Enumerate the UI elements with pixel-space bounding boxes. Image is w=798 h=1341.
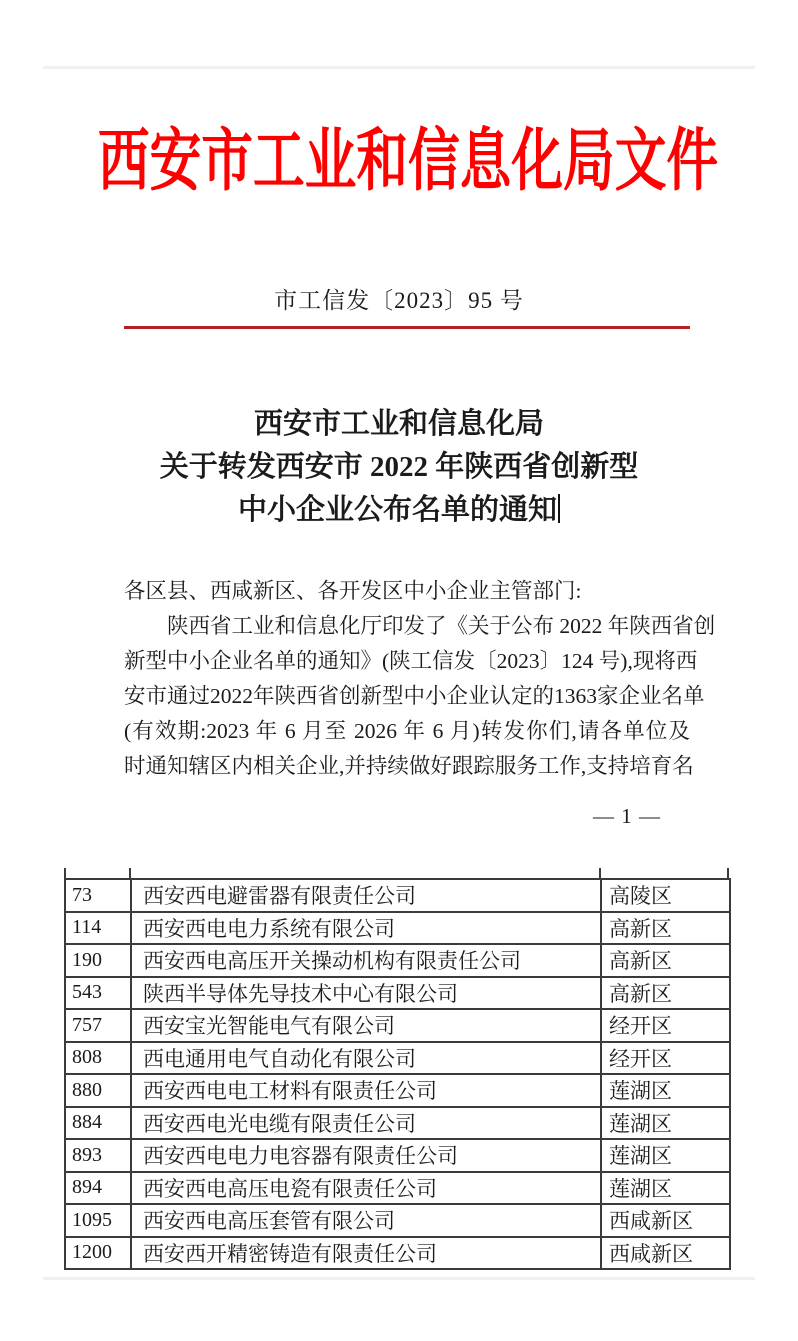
body-line[interactable]: 新型中小企业名单的通知》(陕工信发〔2023〕124 号),现将西: [124, 649, 698, 673]
cell-serial-no[interactable]: 114: [65, 912, 131, 945]
cell-district[interactable]: 高新区: [601, 944, 730, 977]
title-line-1[interactable]: 西安市工业和信息化局: [253, 408, 544, 440]
cell-company[interactable]: 西安西电高压电瓷有限责任公司: [131, 1172, 601, 1205]
cell-district[interactable]: 西咸新区: [601, 1204, 730, 1237]
cell-district[interactable]: 莲湖区: [601, 1172, 730, 1205]
cell-district[interactable]: 高新区: [601, 977, 730, 1010]
cell-district[interactable]: 高陵区: [601, 879, 730, 912]
cell-serial-no[interactable]: 808: [65, 1042, 131, 1075]
table-row[interactable]: [65, 944, 730, 977]
cell-district[interactable]: 西咸新区: [601, 1237, 730, 1270]
cell-company[interactable]: 西安宝光智能电气有限公司: [131, 1009, 601, 1042]
cell-district[interactable]: 莲湖区: [601, 1107, 730, 1140]
cell-company[interactable]: 西安西电光电缆有限责任公司: [131, 1107, 601, 1140]
cell-company[interactable]: 陕西半导体先导技术中心有限公司: [131, 977, 601, 1010]
table-row[interactable]: [65, 1074, 730, 1107]
cell-company[interactable]: 西电通用电气自动化有限公司: [131, 1042, 601, 1075]
doc-number[interactable]: 市工信发〔2023〕95 号: [274, 288, 524, 313]
cell-serial-no[interactable]: 893: [65, 1139, 131, 1172]
cell-district[interactable]: 经开区: [601, 1009, 730, 1042]
cell-serial-no[interactable]: 1095: [65, 1204, 131, 1237]
cell-company[interactable]: 西安西电高压套管有限公司: [131, 1204, 601, 1237]
text-cursor: [558, 494, 560, 523]
cell-district[interactable]: 莲湖区: [601, 1074, 730, 1107]
table-row[interactable]: [65, 1107, 730, 1140]
cell-district[interactable]: 经开区: [601, 1042, 730, 1075]
body-line[interactable]: (有效期:2023 年 6 月至 2026 年 6 月)转发你们,请各单位及: [124, 719, 690, 743]
body-line[interactable]: 各区县、西咸新区、各开发区中小企业主管部门:: [124, 579, 582, 603]
table-row[interactable]: [65, 912, 730, 945]
table-row[interactable]: [65, 879, 730, 912]
table-row[interactable]: [65, 1237, 730, 1270]
cell-company[interactable]: 西安西开精密铸造有限责任公司: [131, 1237, 601, 1270]
body-line[interactable]: 时通知辖区内相关企业,并持续做好跟踪服务工作,支持培育名: [124, 754, 694, 778]
cell-serial-no[interactable]: 543: [65, 977, 131, 1010]
title-line-3-text: 中小企业公布名单的通知: [237, 494, 557, 526]
agency-banner-text: 西安市工业和信息化局文件: [97, 123, 719, 199]
companies-table-body: [65, 879, 730, 1269]
cell-company[interactable]: 西安西电电力系统有限公司: [131, 912, 601, 945]
title-line-2[interactable]: 关于转发西安市 2022 年陕西省创新型: [159, 451, 639, 483]
table-row[interactable]: [65, 1009, 730, 1042]
table-row[interactable]: [65, 1042, 730, 1075]
table-row[interactable]: [65, 977, 730, 1010]
cell-serial-no[interactable]: 757: [65, 1009, 131, 1042]
table-row[interactable]: [65, 1139, 730, 1172]
cell-company[interactable]: 西安西电高压开关操动机构有限责任公司: [131, 944, 601, 977]
cell-serial-no[interactable]: 894: [65, 1172, 131, 1205]
cell-district[interactable]: 莲湖区: [601, 1139, 730, 1172]
title-line-3[interactable]: [0, 489, 798, 532]
companies-table: [64, 878, 731, 1270]
document-header-banner[interactable]: [0, 118, 798, 204]
red-separator-line: [124, 326, 690, 329]
cell-company[interactable]: 西安西电电工材料有限责任公司: [131, 1074, 601, 1107]
cell-company[interactable]: 西安西电避雷器有限责任公司: [131, 879, 601, 912]
cell-serial-no[interactable]: 190: [65, 944, 131, 977]
table-row[interactable]: [65, 1172, 730, 1205]
page-number: — 1 —: [593, 804, 661, 828]
cell-district[interactable]: 高新区: [601, 912, 730, 945]
cell-serial-no[interactable]: 1200: [65, 1237, 131, 1270]
cell-serial-no[interactable]: 884: [65, 1107, 131, 1140]
body-line[interactable]: 陕西省工业和信息化厅印发了《关于公布 2022 年陕西省创: [167, 614, 716, 638]
cell-company[interactable]: 西安西电电力电容器有限责任公司: [131, 1139, 601, 1172]
table-row[interactable]: [65, 1204, 730, 1237]
body-line[interactable]: 安市通过2022年陕西省创新型中小企业认定的1363家企业名单: [124, 684, 705, 708]
cell-serial-no[interactable]: 880: [65, 1074, 131, 1107]
doc-title[interactable]: [0, 403, 798, 532]
cell-serial-no[interactable]: 73: [65, 879, 131, 912]
body-paragraph[interactable]: [124, 574, 716, 784]
